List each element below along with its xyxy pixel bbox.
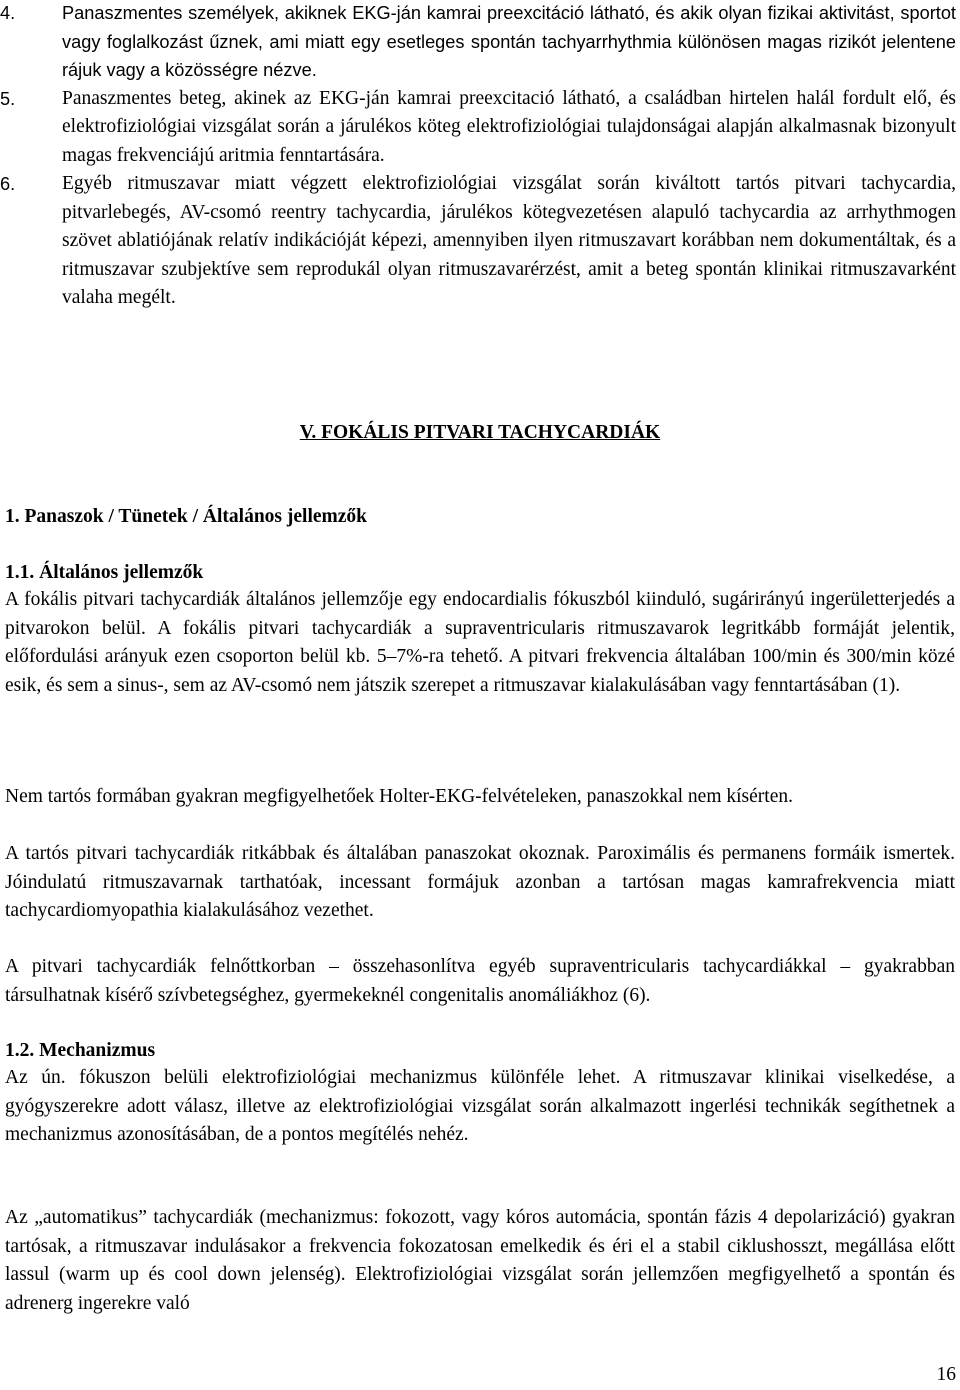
numbered-list (0, 0, 956, 313)
heading-1: 1. Panaszok / Tünetek / Általános jellemzők (5, 506, 368, 527)
heading-1-2: 1.2. Mechanizmus (5, 1040, 156, 1061)
list-item (0, 0, 956, 85)
list-item-text: Panaszmentes beteg, akinek az EKG-ján kamrai preexcitació látható, a családban hirtelen halál fordult elő, és elektrofiziológiai vizsgálat során a járulékos köteg elektrofiziológiai tulajdonságai alapján alkalmasnak bizonyult magas frekvenciájú aritmia fenntartására. (62, 87, 956, 166)
list-item-number: 5. (0, 88, 16, 109)
page-number: 16 (936, 1364, 956, 1385)
heading-1-1: 1.1. Általános jellemzők (5, 562, 204, 583)
paragraph: A fokális pitvari tachycardiák általános jellemzője egy endocardialis fókuszból kiinduló, sugárirányú ingerületterjedés a pitvarokon belül. A fokális pitvari tachycardiák a supraventricularis ritmuszavarok legritkább formáját jelentik, előfordulási arányuk ezen csoporton belül kb. 5–7%-ra tehető. A pitvari frekvencia általában 100/min és 300/min közé esik, és sem a sinus-, sem az AV-csomó nem játszik szerepet a ritmuszavar kialakulásában vagy fenntartásában (1). (5, 589, 955, 696)
paragraph: Az ún. fókuszon belüli elektrofiziológiai mechanizmus különféle lehet. A ritmuszavar klinikai viselkedése, a gyógyszerekre adott válasz, illetve az elektrofiziológiai vizsgálat során alkalmazott ingerlési technikák segíthetnek a mechanizmus azonosításában, de a pontos megítélés nehéz. (5, 1067, 955, 1145)
list-item-text: Panaszmentes személyek, akiknek EKG-ján kamrai preexcitáció látható, és akik olyan fizikai aktivitást, sportot vagy foglalkozást űznek, ami miatt egy esetleges spontán tachyarrhythmia különösen magas rizikót jelentene rájuk vagy a közösségre nézve. (62, 3, 956, 80)
paragraph: A pitvari tachycardiák felnőttkorban – összehasonlítva egyéb supraventricularis tachycardiákkal – gyakrabban társulhatnak kísérő szívbetegséghez, gyermekeknél congenitalis anomáliákhoz (6). (5, 956, 955, 1006)
list-item (0, 170, 956, 313)
paragraph: Nem tartós formában gyakran megfigyelhetőek Holter-EKG-felvételeken, panaszokkal nem kísérten. (5, 786, 793, 807)
list-item-number: 4. (0, 3, 16, 23)
paragraph: A tartós pitvari tachycardiák ritkábbak és általában panaszokat okoznak. Paroximális és permanens formáik ismertek. Jóindulatú ritmuszavarnak tarthatóak, incessant formájuk azonban a tartósan magas kamrafrekvencia miatt tachycardiomyopathia kialakulásához vezethet. (5, 843, 955, 921)
list-item-number: 6. (0, 174, 16, 194)
list-item (0, 85, 956, 171)
section-title: V. FOKÁLIS PITVARI TACHYCARDIÁK (299, 422, 661, 443)
list-item-text: Egyéb ritmuszavar miatt végzett elektrofiziológiai vizsgálat során kiváltott tartós pitvari tachycardia, pitvarlebegés, AV-csomó reentry tachycardia, járulékos kötegvezetésen alapuló tachycardia az arrhythmogen szövet ablatiójának relatív indikációját képezi, amennyiben ilyen ritmuszavart korábban nem dokumentáltak, és a ritmuszavar szubjektíve sem reprodukál olyan ritmuszavarérzést, amit a beteg spontán klinikai ritmuszavarként valaha megélt. (62, 173, 956, 308)
paragraph: Az „automatikus” tachycardiák (mechanizmus: fokozott, vagy kóros automácia, spontán fázis 4 depolarizáció) gyakran tartósak, a ritmuszavar indulásakor a frekvencia fokozatosan emelkedik és éri el a stabil ciklushosszt, megállása előtt lassul (warm up és cool down jelenség). Elektrofiziológiai vizsgálat során jellemzően megfigyelhető a spontán és adrenerg ingerekre való (5, 1207, 955, 1314)
